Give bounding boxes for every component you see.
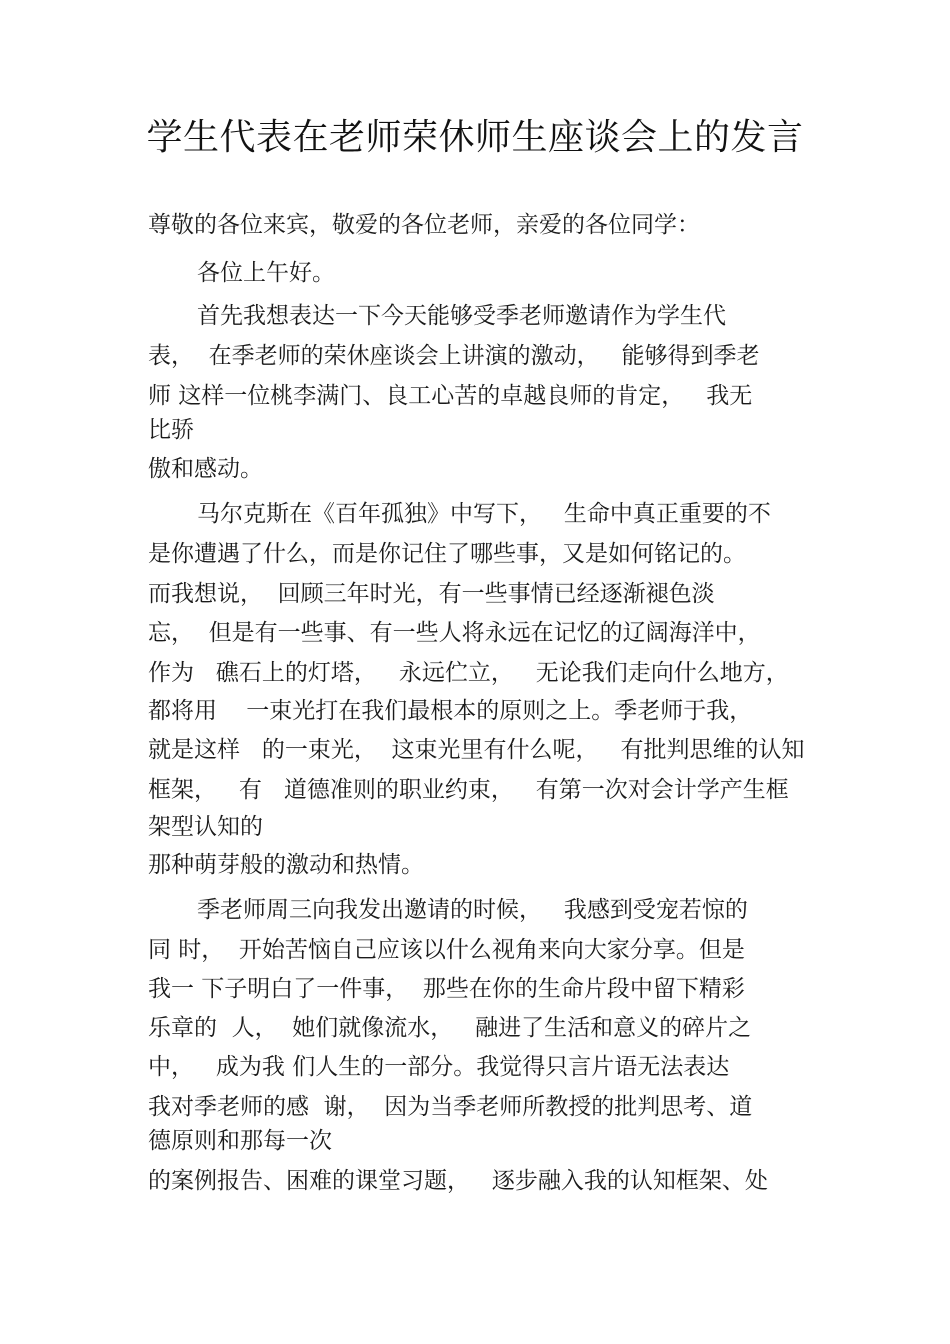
paragraph-line: 作为 礁石上的灯塔， 永远伫立， 无论我们走向什么地方， <box>148 660 789 686</box>
paragraph-line: 框架， 有 道德准则的职业约束， 有第一次对会计学产生框 <box>148 777 789 803</box>
paragraph-line: 忘， 但是有一些事、有一些人将永远在记忆的辽阔海洋中， <box>148 620 761 646</box>
paragraph-line: 季老师周三向我发出邀请的时候， 我感到受宠若惊的 <box>197 897 748 923</box>
paragraph-line: 中， 成为我 们人生的一部分。我觉得只言片语无法表达 <box>148 1054 730 1080</box>
paragraph-line: 同 时， 开始苦恼自己应该以什么视角来向大家分享。但是 <box>148 937 745 963</box>
paragraph-line: 我对季老师的感 谢， 因为当季老师所教授的批判思考、道 <box>148 1094 753 1120</box>
greeting: 各位上午好。 <box>197 260 335 286</box>
paragraph-line: 我一 下子明白了一件事， 那些在你的生命片段中留下精彩 <box>148 976 745 1002</box>
paragraph-line: 傲和感动。 <box>148 456 263 482</box>
paragraph-line: 比骄 <box>148 417 194 443</box>
paragraph-line: 乐章的 人， 她们就像流水， 融进了生活和意义的碎片之 <box>148 1015 752 1041</box>
salutation: 尊敬的各位来宾，敬爱的各位老师，亲爱的各位同学： <box>148 212 700 238</box>
paragraph-line: 那种萌芽般的激动和热情。 <box>148 852 424 878</box>
paragraph-line: 架型认知的 <box>148 814 263 840</box>
paragraph-line: 马尔克斯在《百年孤独》中写下， 生命中真正重要的不 <box>197 501 771 527</box>
paragraph-line: 的案例报告、困难的课堂习题， 逐步融入我的认知框架、处 <box>148 1168 768 1194</box>
paragraph-line: 师 这样一位桃李满门、良工心苦的卓越良师的肯定， 我无 <box>148 383 753 409</box>
paragraph-line: 而我想说， 回顾三年时光，有一些事情已经逐渐褪色淡 <box>148 581 715 607</box>
paragraph-line: 就是这样 的一束光， 这束光里有什么呢， 有批判思维的认知 <box>148 737 805 763</box>
paragraph-line: 都将用 一束光打在我们最根本的原则之上。季老师于我， <box>148 698 753 724</box>
paragraph-line: 德原则和那每一次 <box>148 1128 332 1154</box>
paragraph-line: 首先我想表达一下今天能够受季老师邀请作为学生代 <box>197 303 726 329</box>
paragraph-line: 表， 在季老师的荣休座谈会上讲演的激动， 能够得到季老 <box>148 343 760 369</box>
paragraph-line: 是你遭遇了什么，而是你记住了哪些事，又是如何铭记的。 <box>148 541 746 567</box>
document-title: 学生代表在老师荣休师生座谈会上的发言 <box>146 117 804 158</box>
